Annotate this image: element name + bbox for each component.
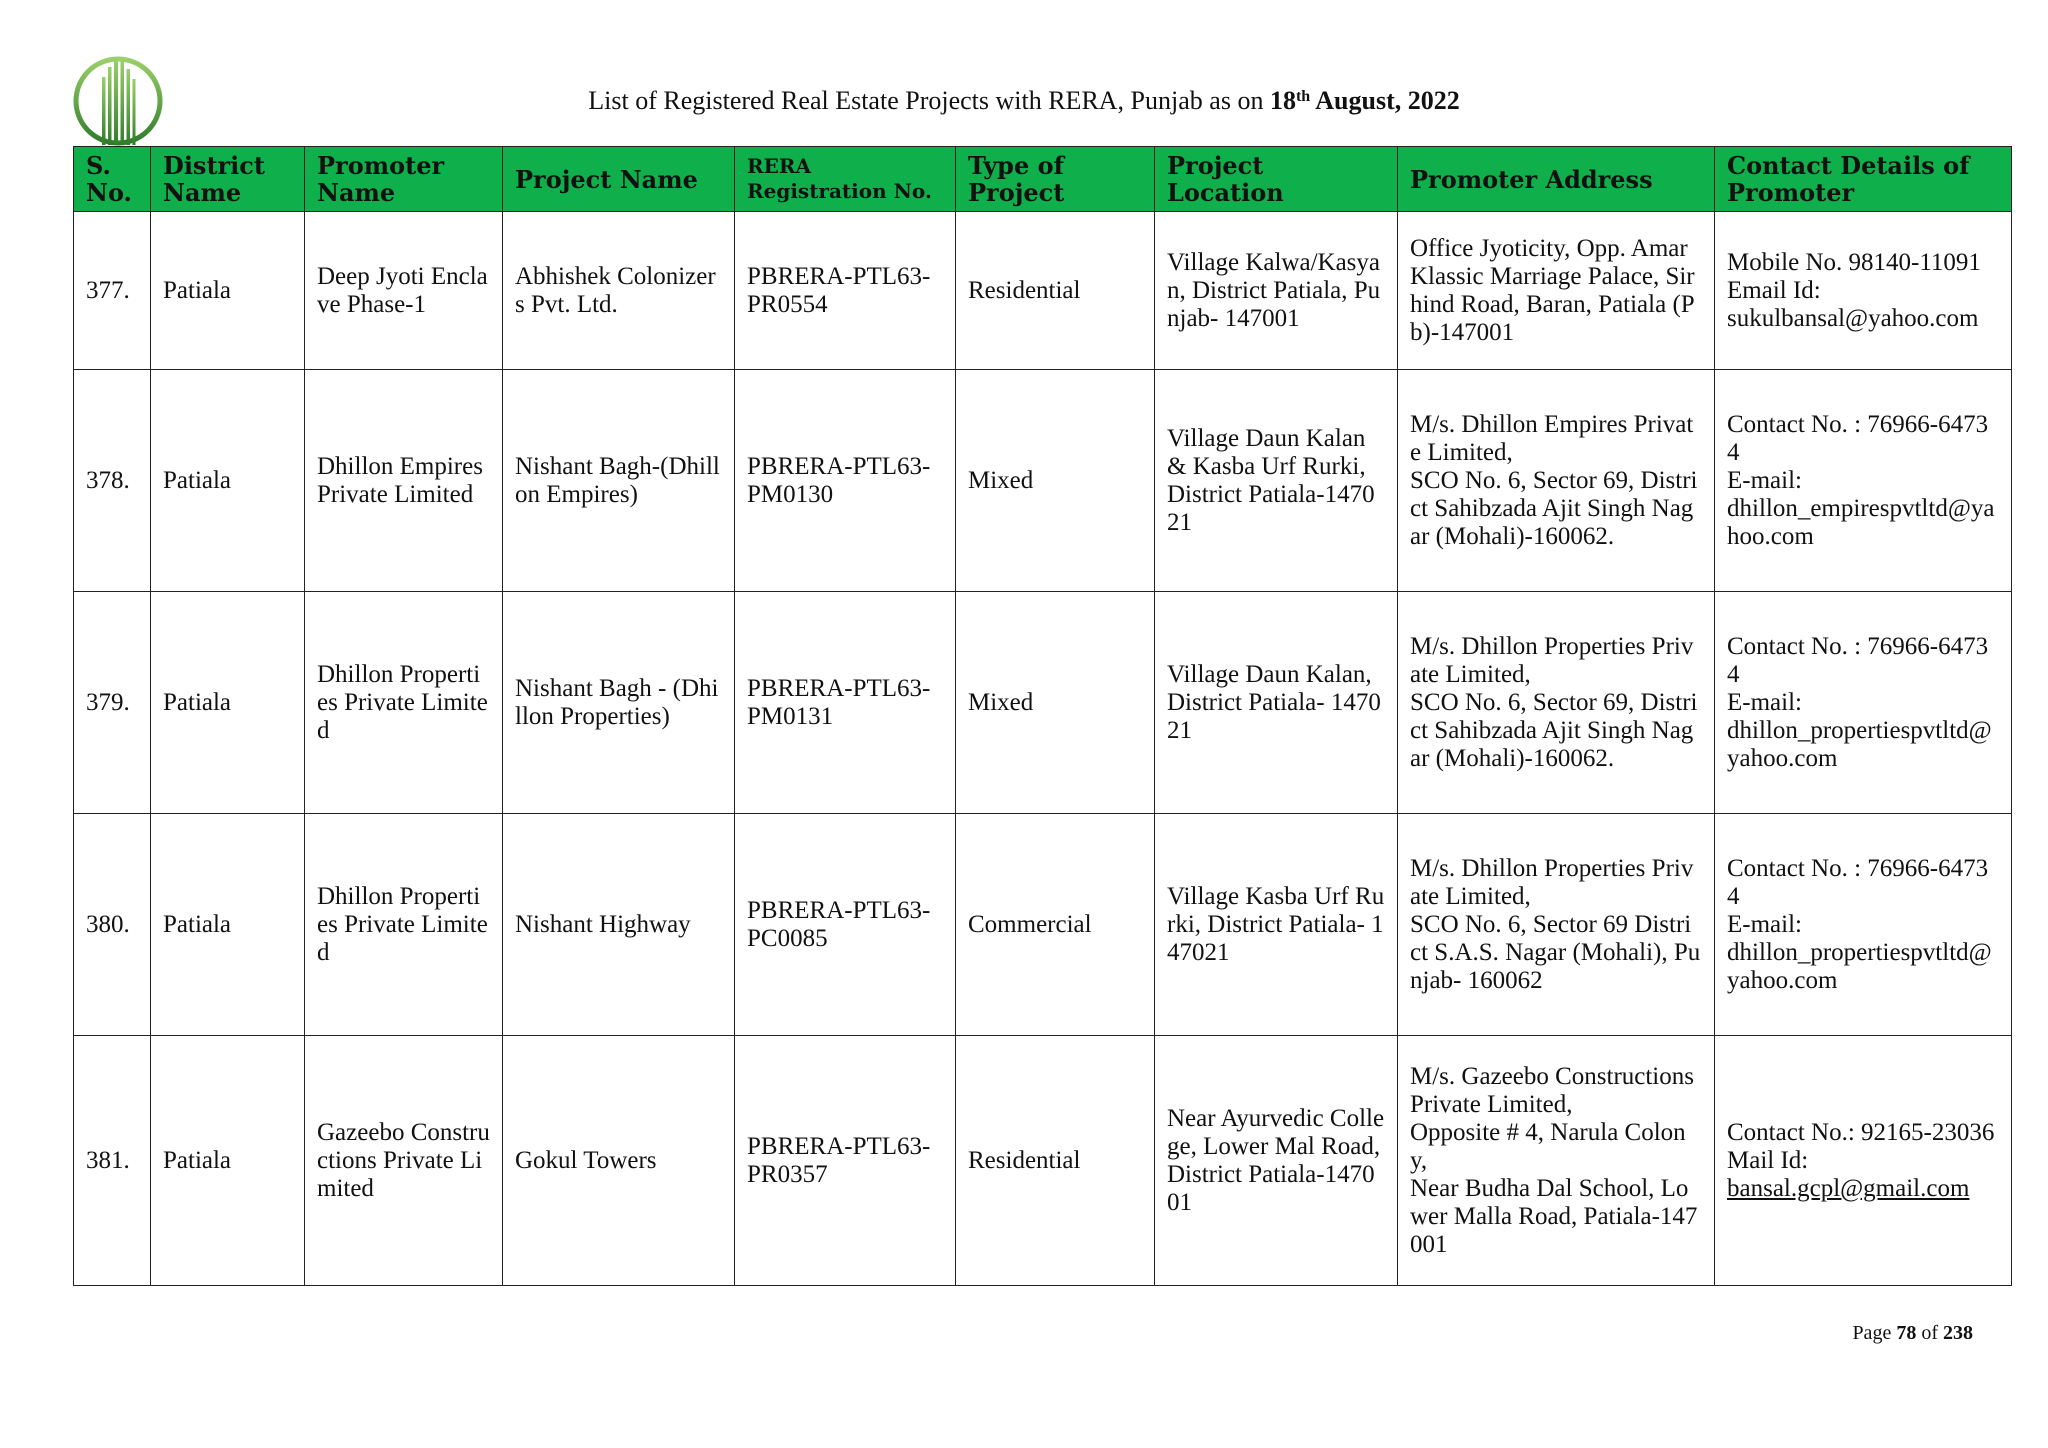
cell-district: Patiala (151, 1036, 305, 1286)
col-header-type: Type of Project (956, 147, 1155, 212)
page-number: 78 (1896, 1322, 1917, 1344)
col-header-address: Promoter Address (1398, 147, 1715, 212)
cell-address: M/s. Dhillon Properties Private Limited, SCO No. 6, Sector 69 District S.A.S. Nagar (Mohali), Punjab- 160062 (1398, 814, 1715, 1036)
cell-reg-no: PBRERA-PTL63-PM0131 (735, 592, 956, 814)
cell-contact: Contact No. : 76966-64734 E-mail: dhillon_propertiespvtltd@yahoo.com (1715, 592, 2012, 814)
title-day: 18 (1269, 86, 1296, 115)
page-total: 238 (1943, 1322, 1973, 1344)
cell-district: Patiala (151, 814, 305, 1036)
cell-project: Nishant Bagh-(Dhillon Empires) (503, 370, 735, 592)
cell-address: Office Jyoticity, Opp. Amar Klassic Marriage Palace, Sirhind Road, Baran, Patiala (Pb)-147001 (1398, 212, 1715, 370)
cell-reg-no: PBRERA-PTL63-PM0130 (735, 370, 956, 592)
document-title (0, 86, 2048, 116)
cell-type: Commercial (956, 814, 1155, 1036)
cell-location: Village Kasba Urf Rurki, District Patiala- 147021 (1155, 814, 1398, 1036)
cell-type: Residential (956, 1036, 1155, 1286)
cell-project: Nishant Highway (503, 814, 735, 1036)
cell-project: Abhishek Colonizers Pvt. Ltd. (503, 212, 735, 370)
cell-promoter: Dhillon Empires Private Limited (305, 370, 503, 592)
cell-sno: 380. (74, 814, 151, 1036)
cell-reg-no: PBRERA-PTL63-PC0085 (735, 814, 956, 1036)
cell-district: Patiala (151, 370, 305, 592)
page-footer (1852, 1322, 1973, 1345)
cell-district: Patiala (151, 592, 305, 814)
cell-promoter: Deep Jyoti Enclave Phase-1 (305, 212, 503, 370)
cell-contact: Contact No. : 76966-64734 E-mail: dhillon_empirespvtltd@yahoo.com (1715, 370, 2012, 592)
cell-project: Gokul Towers (503, 1036, 735, 1286)
cell-sno: 381. (74, 1036, 151, 1286)
cell-address: M/s. Gazeebo Constructions Private Limited, Opposite # 4, Narula Colony, Near Budha Dal School, Lower Malla Road, Patiala-147001 (1398, 1036, 1715, 1286)
cell-sno: 377. (74, 212, 151, 370)
email-link[interactable]: bansal.gcpl@gmail.com (1727, 1174, 1970, 1202)
cell-contact: Mobile No. 98140-11091 Email Id: sukulbansal@yahoo.com (1715, 212, 2012, 370)
page-label: Page (1852, 1322, 1897, 1344)
col-header-contact: Contact Details of Promoter (1715, 147, 2012, 212)
cell-contact (1715, 1036, 2012, 1286)
title-prefix: List of Registered Real Estate Projects with RERA, Punjab as on (588, 86, 1270, 115)
table-row (74, 370, 2012, 592)
cell-reg-no: PBRERA-PTL63-PR0357 (735, 1036, 956, 1286)
table-row (74, 212, 2012, 370)
col-header-promoter: Promoter Name (305, 147, 503, 212)
cell-type: Residential (956, 212, 1155, 370)
col-header-sno: S. No. (74, 147, 151, 212)
table-row (74, 814, 2012, 1036)
table-header-row (74, 147, 2012, 212)
cell-type: Mixed (956, 370, 1155, 592)
col-header-location: Project Location (1155, 147, 1398, 212)
col-header-reg-no: RERA Registration No. (735, 147, 956, 212)
title-day-suffix: th (1295, 88, 1311, 105)
cell-location: Near Ayurvedic College, Lower Mal Road, District Patiala-147001 (1155, 1036, 1398, 1286)
cell-sno: 378. (74, 370, 151, 592)
col-header-project: Project Name (503, 147, 735, 212)
cell-address: M/s. Dhillon Properties Private Limited, SCO No. 6, Sector 69, District Sahibzada Ajit Singh Nagar (Mohali)-160062. (1398, 592, 1715, 814)
cell-reg-no: PBRERA-PTL63-PR0554 (735, 212, 956, 370)
table-row (74, 592, 2012, 814)
cell-promoter: Dhillon Properties Private Limited (305, 592, 503, 814)
cell-location: Village Kalwa/Kasyan, District Patiala, Punjab- 147001 (1155, 212, 1398, 370)
cell-address: M/s. Dhillon Empires Private Limited, SCO No. 6, Sector 69, District Sahibzada Ajit Singh Nagar (Mohali)-160062. (1398, 370, 1715, 592)
cell-contact: Contact No. : 76966-64734 E-mail: dhillon_propertiespvtltd@yahoo.com (1715, 814, 2012, 1036)
of-label: of (1916, 1322, 1943, 1344)
contact-text: Contact No.: 92165-23036 Mail Id: (1727, 1118, 1995, 1174)
cell-promoter: Dhillon Properties Private Limited (305, 814, 503, 1036)
table-row (74, 1036, 2012, 1286)
cell-project: Nishant Bagh - (Dhillon Properties) (503, 592, 735, 814)
cell-location: Village Daun Kalan, District Patiala- 147021 (1155, 592, 1398, 814)
cell-location: Village Daun Kalan & Kasba Urf Rurki, District Patiala-147021 (1155, 370, 1398, 592)
title-date-rest: August, 2022 (1310, 86, 1460, 115)
cell-promoter: Gazeebo Constructions Private Limited (305, 1036, 503, 1286)
cell-type: Mixed (956, 592, 1155, 814)
col-header-district: District Name (151, 147, 305, 212)
projects-table (73, 146, 2012, 1286)
cell-district: Patiala (151, 212, 305, 370)
cell-sno: 379. (74, 592, 151, 814)
